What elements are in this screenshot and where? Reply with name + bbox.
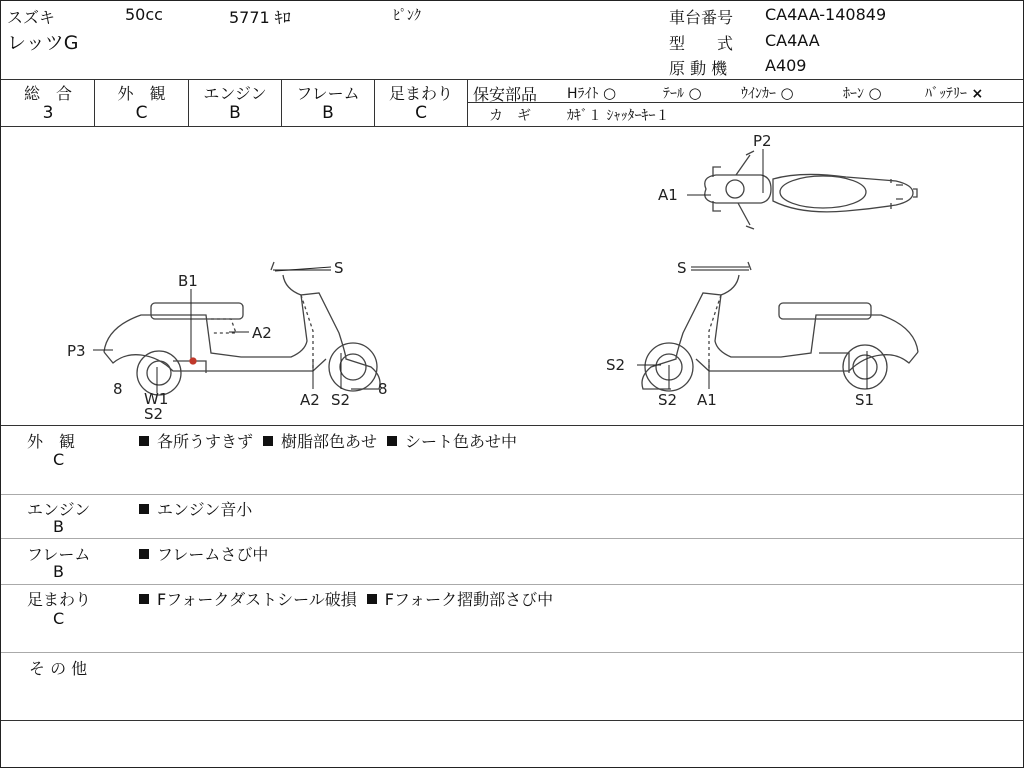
marker-p2: P2	[753, 132, 772, 150]
marker-s-right: S	[677, 259, 687, 277]
safety-item-name: Hﾗｲﾄ	[567, 86, 599, 102]
divider	[1, 79, 1023, 80]
divider	[1, 425, 1023, 426]
bullet-icon	[263, 436, 273, 446]
remark-note: Fフォーク摺動部さび中	[384, 590, 554, 609]
mileage: 5771 ｷﾛ	[229, 8, 291, 27]
engine-label: 原 動 機	[669, 59, 728, 78]
remark-note: エンジン音小	[157, 500, 253, 519]
key-value: ｶｷﾞ１ ｼｬｯﾀｰｷｰ１	[567, 108, 670, 124]
frame-grade-label: フレーム	[296, 84, 360, 103]
marker-a2-left-low: A2	[300, 391, 320, 409]
marker-8-right: 8	[378, 380, 388, 398]
remark-notes-suspension	[139, 587, 563, 610]
remark-label-engine: エンジン	[27, 500, 91, 519]
frame-no: CA4AA-140849	[765, 5, 887, 24]
frame-grade: B	[322, 103, 334, 123]
type-value: CA4AA	[765, 31, 820, 50]
safety-item-name: ﾊﾞｯﾃﾘｰ	[925, 86, 967, 102]
remark-grade-frame: B	[53, 562, 64, 581]
marker-s-left: S	[334, 259, 344, 277]
body-color: ﾋﾟﾝｸ	[393, 8, 421, 24]
remark-notes-exterior	[139, 429, 527, 452]
marker-a1-right: A1	[697, 391, 717, 409]
marker-s2-right: S2	[606, 356, 626, 374]
safety-item-name: ﾎｰﾝ	[843, 86, 864, 102]
safety-item-name: ﾃｰﾙ	[663, 86, 684, 102]
suspension-grade-label: 足まわり	[388, 84, 453, 103]
marker-s2-right-low: S2	[658, 391, 678, 409]
engine-grade-label: エンジン	[203, 84, 267, 103]
remark-note: シート色あせ中	[405, 432, 518, 451]
divider	[1, 494, 1023, 495]
damage-diagram	[1, 127, 1023, 425]
key-label: カ ギ	[489, 108, 531, 124]
remark-grade-exterior: C	[53, 450, 65, 469]
safety-item-winker	[741, 83, 794, 103]
bullet-icon	[139, 594, 149, 604]
remark-note: 各所うすきず	[157, 432, 254, 451]
marker-w1: W1	[144, 390, 169, 408]
marker-a1-top: A1	[658, 186, 678, 204]
marker-s2-left-rear: S2	[144, 405, 164, 423]
displacement: 50cc	[125, 5, 163, 24]
model-name: レッツG	[7, 32, 79, 54]
marker-s2-left-front: S2	[331, 391, 351, 409]
bullet-icon	[139, 504, 149, 514]
marker-p3: P3	[67, 342, 86, 360]
overall-grade: 3	[42, 103, 54, 123]
bullet-icon	[387, 436, 397, 446]
bullet-icon	[139, 549, 149, 559]
maker: スズキ	[7, 8, 56, 27]
remark-notes-frame	[139, 542, 278, 565]
scooter-left-view	[104, 262, 380, 395]
remark-label-exterior: 外 観	[27, 432, 76, 451]
safety-item-headlight	[567, 83, 616, 103]
divider	[1, 720, 1023, 721]
exterior-grade: C	[135, 103, 148, 123]
marker-b1: B1	[178, 272, 198, 290]
divider	[1, 584, 1023, 585]
engine-value: A409	[765, 56, 807, 75]
divider	[1, 538, 1023, 539]
safety-mark: ○	[868, 84, 882, 102]
safety-mark: ○	[688, 84, 702, 102]
marker-s1: S1	[855, 391, 875, 409]
suspension-grade: C	[415, 103, 427, 123]
divider	[1, 652, 1023, 653]
bullet-icon	[367, 594, 377, 604]
remark-note: 樹脂部色あせ	[281, 432, 378, 451]
scooter-top-view	[705, 151, 917, 229]
overall-label: 総 合	[23, 84, 72, 103]
marker-8-left: 8	[113, 380, 123, 398]
safety-mark: ○	[602, 84, 617, 102]
remark-notes-engine	[139, 497, 262, 520]
exterior-label: 外 観	[117, 84, 166, 103]
safety-item-name: ｳｲﾝｶｰ	[741, 86, 776, 102]
safety-mark: ×	[971, 86, 984, 102]
safety-item-tail	[663, 83, 702, 103]
safety-item-battery	[925, 83, 983, 103]
engine-grade: B	[229, 103, 241, 123]
remark-note: Fフォークダストシール破損	[157, 590, 357, 609]
safety-label: 保安部品	[473, 85, 538, 104]
frame-no-label: 車台番号	[669, 8, 734, 27]
marker-a2-left: A2	[252, 324, 272, 342]
scooter-right-view	[642, 262, 918, 391]
remark-label-suspension: 足まわり	[27, 590, 92, 609]
remark-grade-engine: B	[53, 517, 64, 536]
remark-grade-suspension: C	[53, 609, 65, 628]
remark-note: フレームさび中	[157, 545, 269, 564]
type-label: 型 式	[669, 34, 734, 53]
remark-label-frame: フレーム	[27, 545, 91, 564]
safety-item-horn	[843, 83, 882, 103]
bullet-icon	[139, 436, 149, 446]
safety-mark: ○	[780, 84, 794, 102]
remark-label-other: そ の 他	[29, 659, 88, 678]
